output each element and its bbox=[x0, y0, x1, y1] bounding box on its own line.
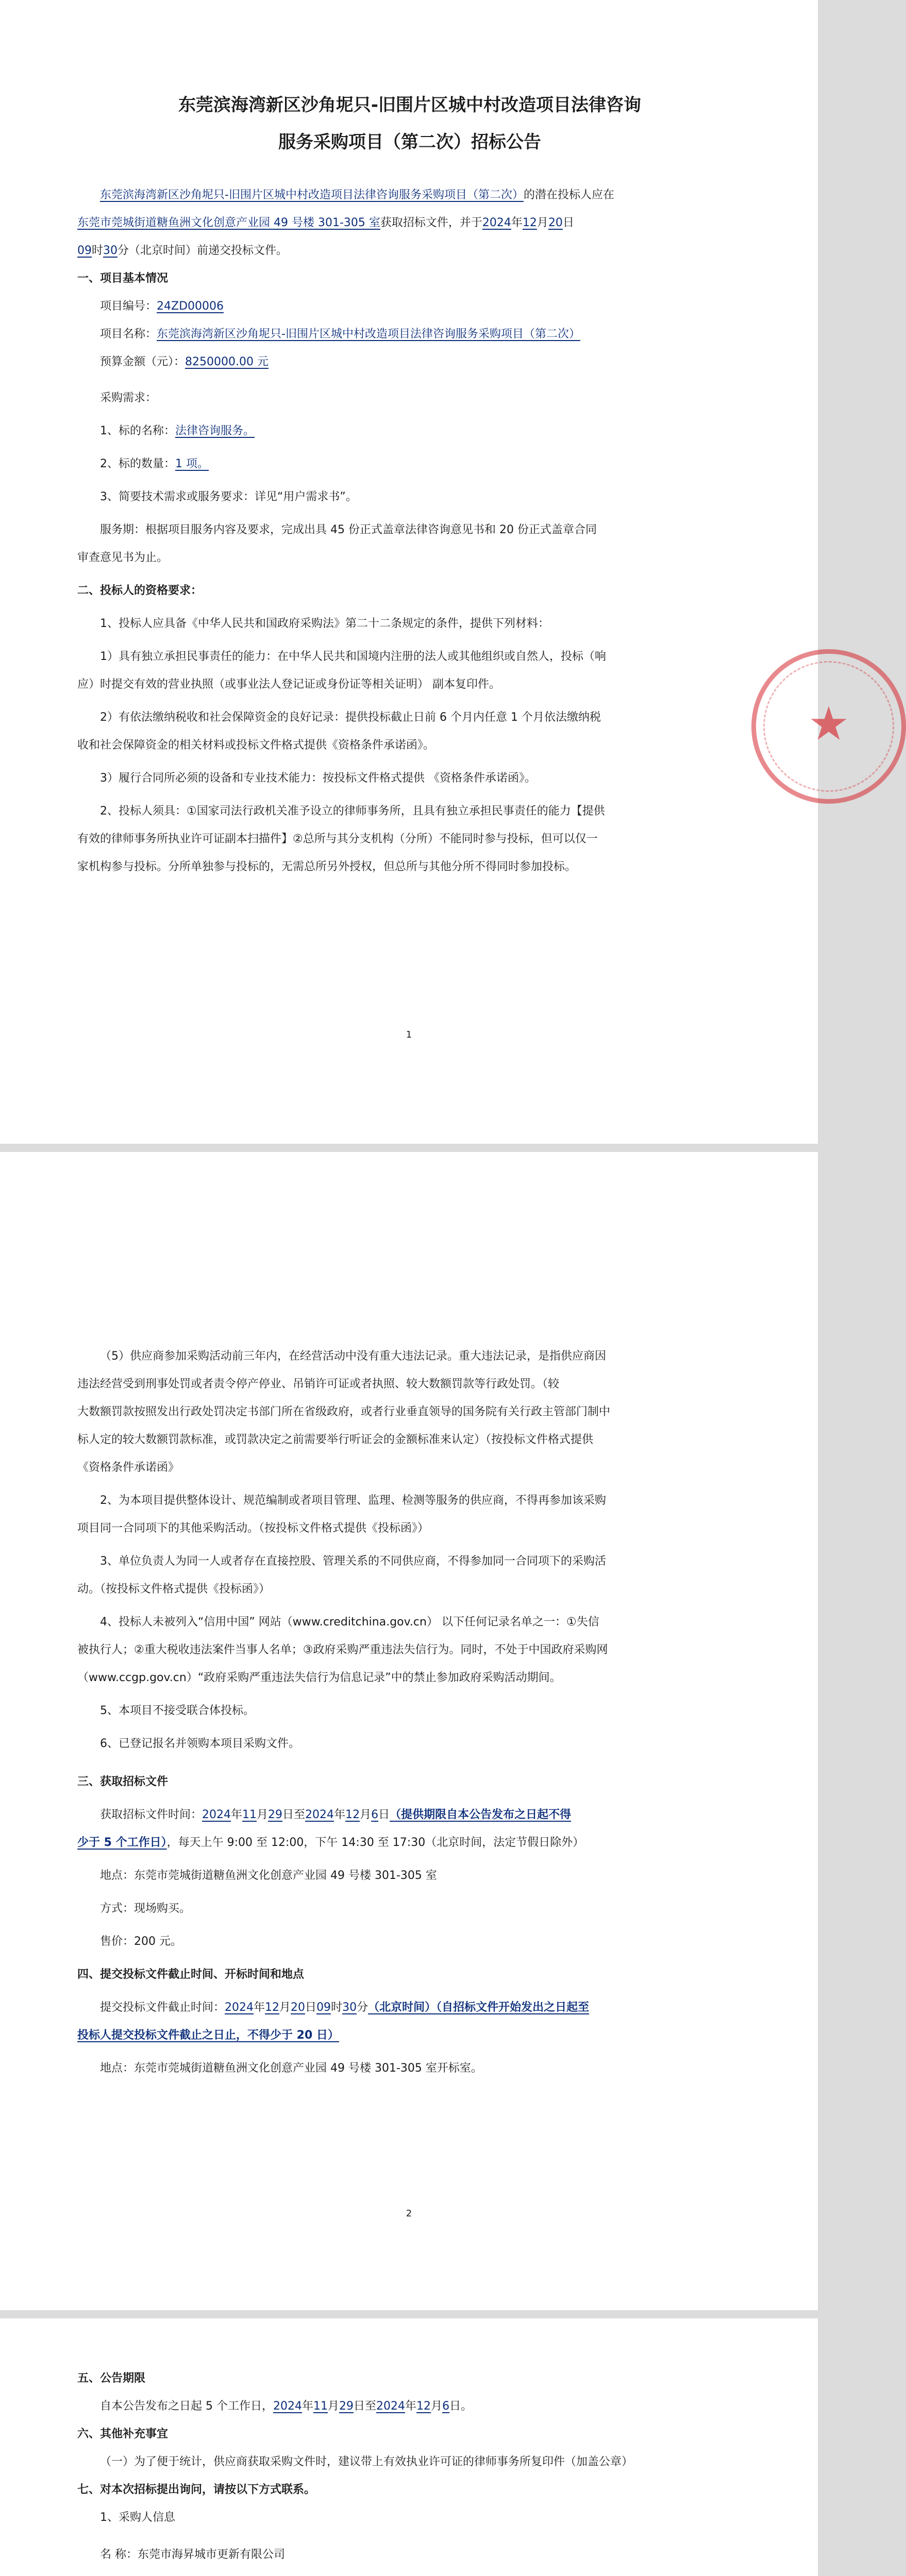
notice-end-month: 12 bbox=[416, 2400, 431, 2413]
intro-paragraph-cont bbox=[77, 209, 742, 237]
notice-start-month: 11 bbox=[313, 2400, 328, 2413]
requirement-1-value: 法律咨询服务。 bbox=[175, 425, 255, 437]
page-3-body bbox=[77, 2365, 742, 2576]
qualification-1-2a: 2）有依法缴纳税收和社会保障资金的良好记录：提供投标截止日前 6 个月内任意 1 个月依法缴纳税 bbox=[100, 711, 601, 724]
purchase-price: 售价：200 元。 bbox=[100, 1935, 182, 1948]
deadline-label: 提交投标文件截止时间： bbox=[100, 2001, 225, 2014]
qualification-1-2b: 收和社会保障资金的相关材料或投标文件格式提供《资格条件承诺函》。 bbox=[77, 739, 435, 752]
project-number-label: 项目编号： bbox=[100, 300, 157, 313]
period-start-day: 29 bbox=[268, 1808, 283, 1821]
project-number: 24ZD00006 bbox=[157, 300, 224, 313]
requirement-credit-c: （www.ccgp.gov.cn）“政府采购严重违法失信行为信息记录”中的禁止参加政府采购活动期间。 bbox=[77, 1671, 561, 1684]
deadline-year: 2024 bbox=[225, 2001, 254, 2014]
intro-month: 12 bbox=[522, 216, 537, 229]
requirement-3: 3、简要技术需求或服务要求：详见“用户需求书”。 bbox=[100, 490, 357, 503]
page-1-body bbox=[77, 87, 742, 881]
section-1-heading: 一、项目基本情况 bbox=[77, 272, 169, 285]
intro-minute: 30 bbox=[103, 244, 118, 257]
intro-paragraph-end bbox=[77, 237, 742, 265]
period-note-2: 少于 5 个工作日） bbox=[77, 1836, 167, 1849]
budget-line bbox=[77, 348, 742, 376]
period-end-year: 2024 bbox=[305, 1808, 334, 1821]
project-name-line bbox=[77, 320, 742, 348]
requirement-2-value: 1 项。 bbox=[175, 457, 209, 470]
period-start-month: 11 bbox=[242, 1808, 257, 1821]
page-number-2: 2 bbox=[406, 2208, 412, 2219]
requirement-no-consortium: 5、本项目不接受联合体投标。 bbox=[100, 1704, 255, 1717]
notice-start-year: 2024 bbox=[273, 2400, 302, 2413]
section-7-heading: 七、对本次招标提出询问，请按以下方式联系。 bbox=[77, 2483, 316, 2496]
document-page-3 bbox=[0, 2318, 818, 2576]
contact-1-heading: 1、采购人信息 bbox=[100, 2511, 175, 2524]
purchaser-name: 名 称：东莞市海昇城市更新有限公司 bbox=[100, 2548, 285, 2561]
period-end-month: 12 bbox=[345, 1808, 360, 1821]
purchase-place: 地点：东莞市莞城街道糖鱼洲文化创意产业园 49 号楼 301-305 室 bbox=[100, 1869, 437, 1882]
requirement-1-label: 1、标的名称： bbox=[100, 425, 175, 437]
requirement-control-b: 动。（按投标文件格式提供《投标函》） bbox=[77, 1583, 271, 1596]
red-seal-edge-page-1 bbox=[751, 649, 906, 804]
deadline-line-2 bbox=[77, 2022, 742, 2049]
purchase-method: 方式：现场购买。 bbox=[100, 1902, 191, 1915]
period-to: 日至 bbox=[282, 1808, 306, 1821]
requirement-control-a: 3、单位负责人为同一人或者存在直接控股、管理关系的不同供应商，不得参加同一合同项下的采购活 bbox=[100, 1555, 607, 1568]
deadline-day: 20 bbox=[291, 2001, 306, 2014]
section-2-heading: 二、投标人的资格要求： bbox=[77, 584, 203, 597]
intro-day: 20 bbox=[548, 216, 563, 229]
notice-period-label: 自本公告发布之日起 5 个工作日， bbox=[100, 2400, 273, 2413]
qualification-5c: 大数额罚款按照发出行政处罚决定书部门所在省级政府，或者行业垂直领导的国务院有关行政主管部门制中 bbox=[77, 1405, 611, 1418]
notice-period-line: 自本公告发布之日起 5 个工作日，2024年11月29日至2024年12月6日。 bbox=[100, 2400, 473, 2413]
document-page-1 bbox=[0, 0, 850, 1144]
notice-end-year: 2024 bbox=[376, 2400, 406, 2413]
requirement-design-a: 2、为本项目提供整体设计、规范编制或者项目管理、监理、检测等服务的供应商，不得再参加该采购 bbox=[100, 1494, 607, 1507]
qualification-5d: 标人定的较大数额罚款标准，或罚款决定之前需要举行听证会的金额标准来认定）（按投标文件格式提供 bbox=[77, 1433, 594, 1446]
qualification-5a: （5）供应商参加采购活动前三年内，在经营活动中没有重大违法记录。重大违法记录，是指供应商因 bbox=[100, 1350, 607, 1363]
section-5-heading: 五、公告期限 bbox=[77, 2372, 146, 2385]
intro-deadline-text: 分（北京时间）前递交投标文件。 bbox=[118, 244, 288, 257]
intro-year: 2024 bbox=[482, 216, 511, 229]
requirement-design-b: 项目同一合同项下的其他采购活动。（按投标文件格式提供《投标函》） bbox=[77, 1522, 429, 1535]
notice-end-day: 6 bbox=[442, 2400, 450, 2413]
notice-to: 日至 bbox=[354, 2400, 377, 2413]
period-end-day: 6 bbox=[371, 1808, 379, 1821]
intro-hour-suffix: 时 bbox=[92, 244, 104, 257]
qualification-2a: 2、投标人须具：①国家司法行政机关准予设立的律师事务所，且具有独立承担民事责任的能力【提供 bbox=[100, 805, 605, 818]
section-3-heading: 三、获取招标文件 bbox=[77, 1775, 169, 1788]
deadline-minute: 30 bbox=[342, 2001, 357, 2014]
period-note: （提供期限自本公告发布之日起不得 bbox=[390, 1808, 572, 1821]
qualification-5e: 《资格条件承诺函》 bbox=[77, 1461, 180, 1474]
budget-label: 预算金额（元）： bbox=[100, 355, 186, 368]
page-number-1: 1 bbox=[406, 1029, 412, 1040]
intro-month-suffix: 月 bbox=[536, 216, 548, 229]
intro-address: 东莞市莞城街道糖鱼洲文化创意产业园 49 号楼 301-305 室 bbox=[77, 216, 380, 229]
intro-project-name: 东莞滨海湾新区沙角坭只-旧围片区城中村改造项目法律咨询服务采购项目（第二次） bbox=[100, 189, 524, 201]
document-page-2 bbox=[0, 1152, 818, 2310]
document-period-label: 获取招标文件时间： bbox=[100, 1808, 203, 1821]
intro-text: 的潜在投标人应在 bbox=[523, 189, 614, 201]
deadline-note-2: 投标人提交投标文件截止之日止，不得少于 20 日） bbox=[77, 2029, 339, 2042]
qualification-2b: 有效的律师事务所执业许可证副本扫描件】②总所与其分支机构（分所）不能同时参与投标，但可以仅一 bbox=[77, 833, 598, 845]
opening-place: 地点：东莞市莞城街道糖鱼洲文化创意产业园 49 号楼 301-305 室开标室。 bbox=[100, 2062, 482, 2075]
document-period-line: 获取招标文件时间：2024年11月29日至2024年12月6日（提供期限自本公告发布之日起不得 bbox=[100, 1808, 572, 1821]
qualification-5b: 违法经营受到刑事处罚或者责令停产停业、吊销许可证或者执照、较大数额罚款等行政处罚。（较 bbox=[77, 1378, 560, 1391]
service-period-line-1: 服务期：根据项目服务内容及要求，完成出具 45 份正式盖章法律咨询意见书和 20 份正式盖章合同 bbox=[100, 523, 597, 536]
page-2-body bbox=[77, 1343, 742, 2082]
requirement-credit-b: 被执行人；②重大税收违法案件当事人名单；③政府采购严重违法失信行为。同时，不处于中国政府采购网 bbox=[77, 1643, 608, 1656]
deadline-line: 提交投标文件截止时间：2024年12月20日09时30分（北京时间）（自招标文件开始发出之日起至 bbox=[100, 2001, 590, 2014]
office-hours: ，每天上午 9:00 至 12:00，下午 14:30 至 17:30（北京时间，法定节假日除外） bbox=[166, 1836, 584, 1849]
document-period-line-2 bbox=[77, 1829, 742, 1857]
period-start-year: 2024 bbox=[202, 1808, 231, 1821]
requirement-2 bbox=[77, 450, 742, 478]
deadline-month: 12 bbox=[265, 2001, 280, 2014]
qualification-1-3: 3）履行合同所必须的设备和专业技术能力：按投标文件格式提供 《资格条件承诺函》。 bbox=[100, 772, 536, 785]
section-4-heading: 四、提交投标文件截止时间、开标时间和地点 bbox=[77, 1968, 305, 1981]
qualification-1-1a: 1）具有独立承担民事责任的能力：在中华人民共和国境内注册的法人或其他组织或自然人，投标（响 bbox=[100, 650, 607, 663]
seal-star-icon: ★ bbox=[808, 697, 850, 751]
qualification-1: 1、投标人应具备《中华人民共和国政府采购法》第二十二条规定的条件，提供下列材料： bbox=[100, 617, 550, 630]
intro-paragraph bbox=[77, 181, 742, 209]
intro-day-suffix: 日 bbox=[562, 216, 574, 229]
requirement-credit-a: 4、投标人未被列入“信用中国” 网站（www.creditchina.gov.cn） 以下任何记录名单之一：①失信 bbox=[100, 1616, 599, 1629]
requirement-1 bbox=[77, 417, 742, 445]
section-6-heading: 六、其他补充事宜 bbox=[77, 2428, 169, 2441]
intro-text-2: 获取招标文件，并于 bbox=[380, 216, 482, 229]
service-period-line-2: 审查意见书为止。 bbox=[77, 551, 169, 564]
deadline-hour: 09 bbox=[316, 2001, 331, 2014]
requirements-label: 采购需求： bbox=[100, 392, 157, 404]
project-name-label: 项目名称： bbox=[100, 328, 157, 341]
intro-year-suffix: 年 bbox=[511, 216, 523, 229]
deadline-note: （北京时间）（自招标文件开始发出之日起至 bbox=[368, 2001, 590, 2014]
doc-title-line-2: 服务采购项目（第二次）招标公告 bbox=[278, 132, 541, 152]
notice-start-day: 29 bbox=[339, 2400, 354, 2413]
qualification-2c: 家机构参与投标。分所单独参与投标的，无需总所另外授权，但总所与其他分所不得同时参加投标。 bbox=[77, 860, 577, 873]
project-number-line bbox=[77, 293, 742, 320]
supplement-1: （一）为了便于统计，供应商获取采购文件时，建议带上有效执业许可证的律师事务所复印件（加盖公章） bbox=[100, 2455, 633, 2468]
intro-hour: 09 bbox=[77, 244, 92, 257]
requirement-registration: 6、已登记报名并领购本项目采购文件。 bbox=[100, 1737, 300, 1750]
doc-title-line-1: 东莞滨海湾新区沙角坭只-旧围片区城中村改造项目法律咨询 bbox=[178, 95, 642, 115]
budget-value: 8250000.00 元 bbox=[185, 355, 269, 368]
requirement-2-label: 2、标的数量： bbox=[100, 457, 175, 470]
qualification-1-1b: 应）时提交有效的营业执照（或事业法人登记证或身份证等相关证明） 副本复印件。 bbox=[77, 678, 500, 691]
project-name: 东莞滨海湾新区沙角坭只-旧围片区城中村改造项目法律咨询服务采购项目（第二次） bbox=[157, 328, 580, 341]
